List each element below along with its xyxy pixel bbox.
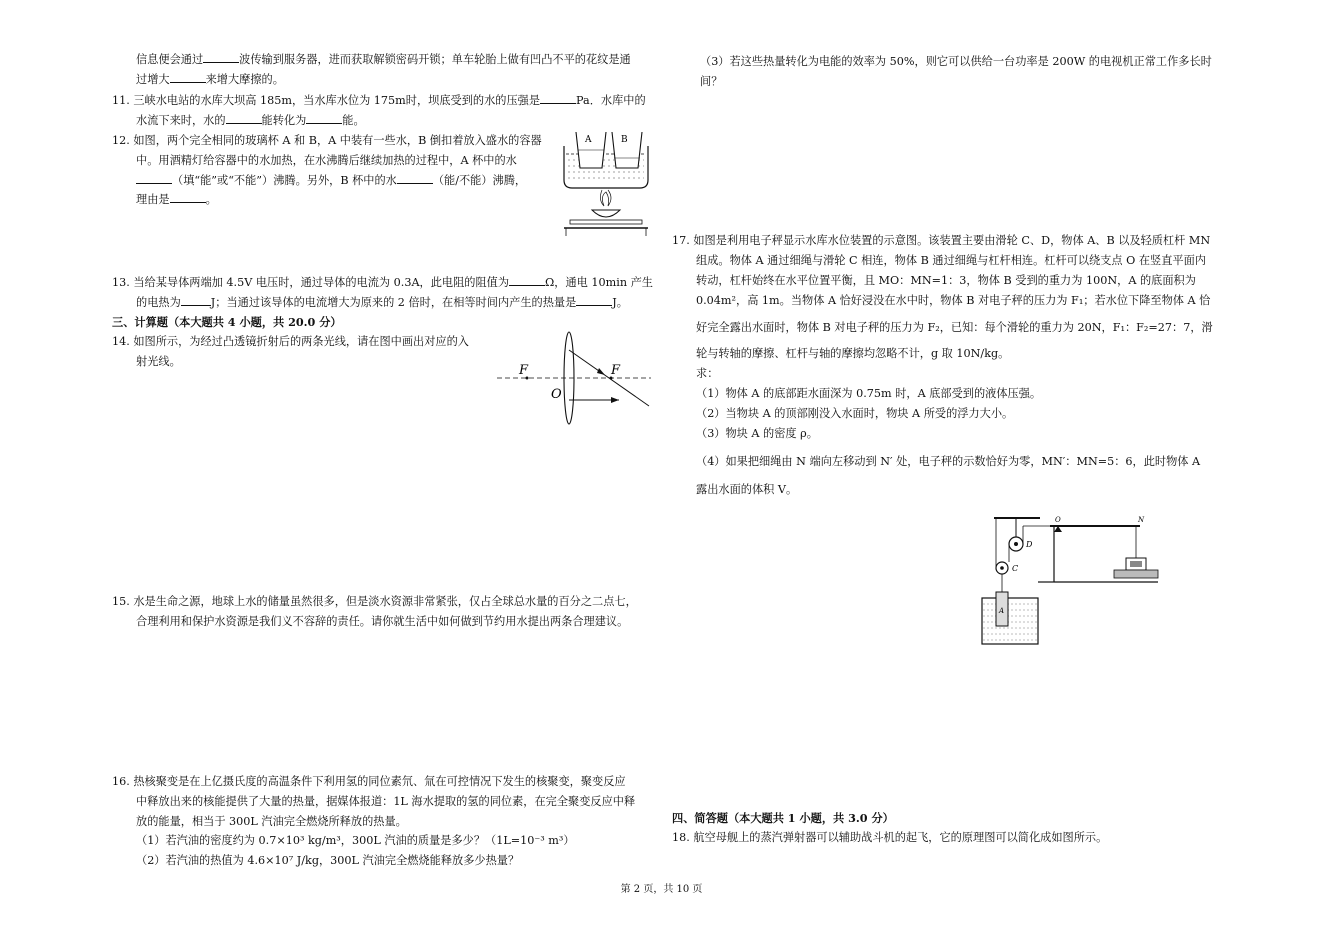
question-number: 14. [112,335,130,348]
text: 水是生命之源，地球上水的储量虽然很多，但是淡水资源非常紧张，仅占全球总水量的百分之二点七， [133,595,637,608]
text: Ω，通电 10min 产生 [545,276,653,289]
question-17-line2: 组成。物体 A 通过细绳与滑轮 C 相连，物体 B 通过细绳与杠杆相连。杠杆可以绕支点 O 在竖直平面内 [696,254,1206,267]
question-16-line3: 放的能量，相当于 300L 汽油完全燃烧所释放的热量。 [136,815,407,828]
text: 过增大 [136,73,170,86]
question-17-part3: （3）物块 A 的密度 ρ。 [696,427,818,440]
answer-blank[interactable] [576,293,612,306]
label-focus-left: F [519,363,529,378]
label-pivot-o: O [1055,516,1061,524]
question-13-cont [136,293,628,313]
question-16-part1: （1）若汽油的密度约为 0.7×10³ kg/m³，300L 汽油的质量是多少？（1L=10⁻³ m³） [136,834,575,847]
question-17-line3: 转动，杠杆始终在水平位置平衡，且 MO：MN=1：3，物体 B 受到的重力为 100N，A 的底面积为 [696,274,1196,287]
question-number: 18. [672,831,690,844]
question-14-cont: 射光线。 [136,355,181,368]
question-12-line4 [136,190,217,210]
question-15-cont: 合理利用和保护水资源是我们义不容辞的责任。请你就生活中如何做到节约用水提出两条合理建议。 [136,615,629,628]
line-wave [136,50,631,70]
question-17-part1: （1）物体 A 的底部距水面深为 0.75m 时，A 底部受到的液体压强。 [696,387,1042,400]
question-16 [112,772,626,792]
text: 热核聚变是在上亿摄氏度的高温条件下利用氢的同位素氘、氚在可控情况下发生的核聚变，聚变反应 [133,775,626,788]
page-footer: 第 2 页，共 10 页 [620,884,703,895]
line-friction [136,70,284,90]
answer-blank[interactable] [540,91,576,104]
question-17-line4: 0.04m²，高 1m。当物体 A 恰好浸没在水中时，物体 B 对电子秤的压力为 F₁；若水位下降至物体 A 恰 [696,294,1211,307]
question-number: 15. [112,595,130,608]
question-number: 16. [112,775,130,788]
section-heading-calculation: 三、计算题（本大题共 4 小题，共 20.0 分） [112,315,342,329]
question-11-cont [136,111,365,131]
question-11 [112,91,646,111]
question-number: 17. [672,234,690,247]
figure-q12-boiling-cups [558,128,654,238]
answer-blank[interactable] [226,111,262,124]
text: 理由是 [136,193,170,206]
figure-q17-water-level-device [980,512,1165,647]
answer-blank[interactable] [203,50,239,63]
text: 波传输到服务器，进而获取解锁密码开锁；单车轮胎上做有凹凸不平的花纹是通 [239,53,631,66]
section-heading-short-answer: 四、简答题（本大题共 1 小题，共 3.0 分） [672,811,894,825]
question-17 [672,231,1210,251]
text: 中。用酒精灯给容器中的水加热，在水沸腾后继续加热的过程中，A 杯中的水 [136,154,517,167]
text: （能/不能）沸腾， [432,174,527,187]
label-end-n: N [1138,516,1145,524]
answer-blank[interactable] [136,171,172,184]
text: 能。 [342,114,365,127]
question-17-line6: 轮与转轴的摩擦、杠杆与轴的摩擦均忽略不计，g 取 10N/kg。 [696,347,1010,360]
text: 。 [205,193,217,206]
question-17-part2: （2）当物块 A 的顶部刚没入水面时，物块 A 所受的浮力大小。 [696,407,1014,420]
question-17-part4-cont: 露出水面的体积 V。 [696,483,798,496]
question-16-part2: （2）若汽油的热值为 4.6×10⁷ J/kg，300L 汽油完全燃烧能释放多少热量？ [136,854,520,867]
text: J。 [612,296,628,309]
answer-blank[interactable] [509,273,545,286]
text: （填“能”或“不能”）沸腾。另外，B 杯中的水 [172,174,397,187]
question-12-line3 [136,171,526,191]
question-18 [672,828,1107,848]
answer-blank[interactable] [181,293,211,306]
question-12-line2 [136,151,517,171]
text: 当给某导体两端加 4.5V 电压时，通过导体的电流为 0.3A，此电阻的阻值为 [133,276,510,289]
label-cup-a: A [585,135,592,145]
label-pulley-d: D [1026,540,1033,549]
question-17-ask: 求： [696,367,719,380]
text: 三峡水电站的水库大坝高 185m，当水库水位为 175m时，坝底受到的水的压强是 [133,94,541,107]
label-cup-b: B [621,135,628,145]
question-number: 11. [112,94,130,107]
label-pulley-c: C [1012,564,1019,573]
text: J；当通过该导体的电流增大为原来的 2 倍时，在相等时间内产生的热量是 [210,296,577,309]
question-14 [112,332,469,352]
text: 来增大摩擦的。 [205,73,284,86]
label-optical-center: O [551,387,562,402]
question-16-part3: （3）若这些热量转化为电能的效率为 50%，则它可以供给一台功率是 200W 的电视机正常工作多长时 [700,55,1212,68]
question-12 [112,131,542,151]
label-focus-right: F [611,363,621,378]
question-16-line2: 中释放出来的核能提供了大量的热量，据媒体报道：1L 海水提取的氢的同位素，在完全聚变反应中释 [136,795,636,808]
text: 的电热为 [136,296,181,309]
question-17-part4: （4）如果把细绳由 N 端向左移动到 N′ 处，电子秤的示数恰好为零，MN′：MN=5：6，此时物体 A [696,455,1201,468]
answer-blank[interactable] [170,70,206,83]
figure-q14-convex-lens [495,330,655,430]
text: 能转化为 [261,114,307,127]
question-15 [112,592,637,612]
answer-blank[interactable] [397,171,433,184]
text: 如图所示，为经过凸透镜折射后的两条光线，请在图中画出对应的入 [133,335,469,348]
question-13 [112,273,653,293]
answer-blank[interactable] [170,190,206,203]
text: 水流下来时，水的 [136,114,226,127]
text: 信息便会通过 [136,53,204,66]
question-number: 13. [112,276,130,289]
text: 如图，两个完全相同的玻璃杯 A 和 B，A 中装有一些水，B 倒扣着放入盛水的容器 [133,134,542,147]
question-number: 12. [112,134,130,147]
label-object-a: A [999,607,1005,615]
text: 如图是利用电子秤显示水库水位装置的示意图。该装置主要由滑轮 C、D，物体 A、B 以及轻质杠杆 MN [693,234,1211,247]
question-17-line5: 好完全露出水面时，物体 B 对电子秤的压力为 F₂，已知：每个滑轮的重力为 20N，F₁：F₂=27：7，滑 [696,321,1213,334]
text: 航空母舰上的蒸汽弹射器可以辅助战斗机的起飞，它的原理图可以简化成如图所示。 [693,831,1108,844]
question-16-part3-cont: 间？ [700,75,723,88]
text: Pa．水库中的 [576,94,646,107]
answer-blank[interactable] [306,111,342,124]
